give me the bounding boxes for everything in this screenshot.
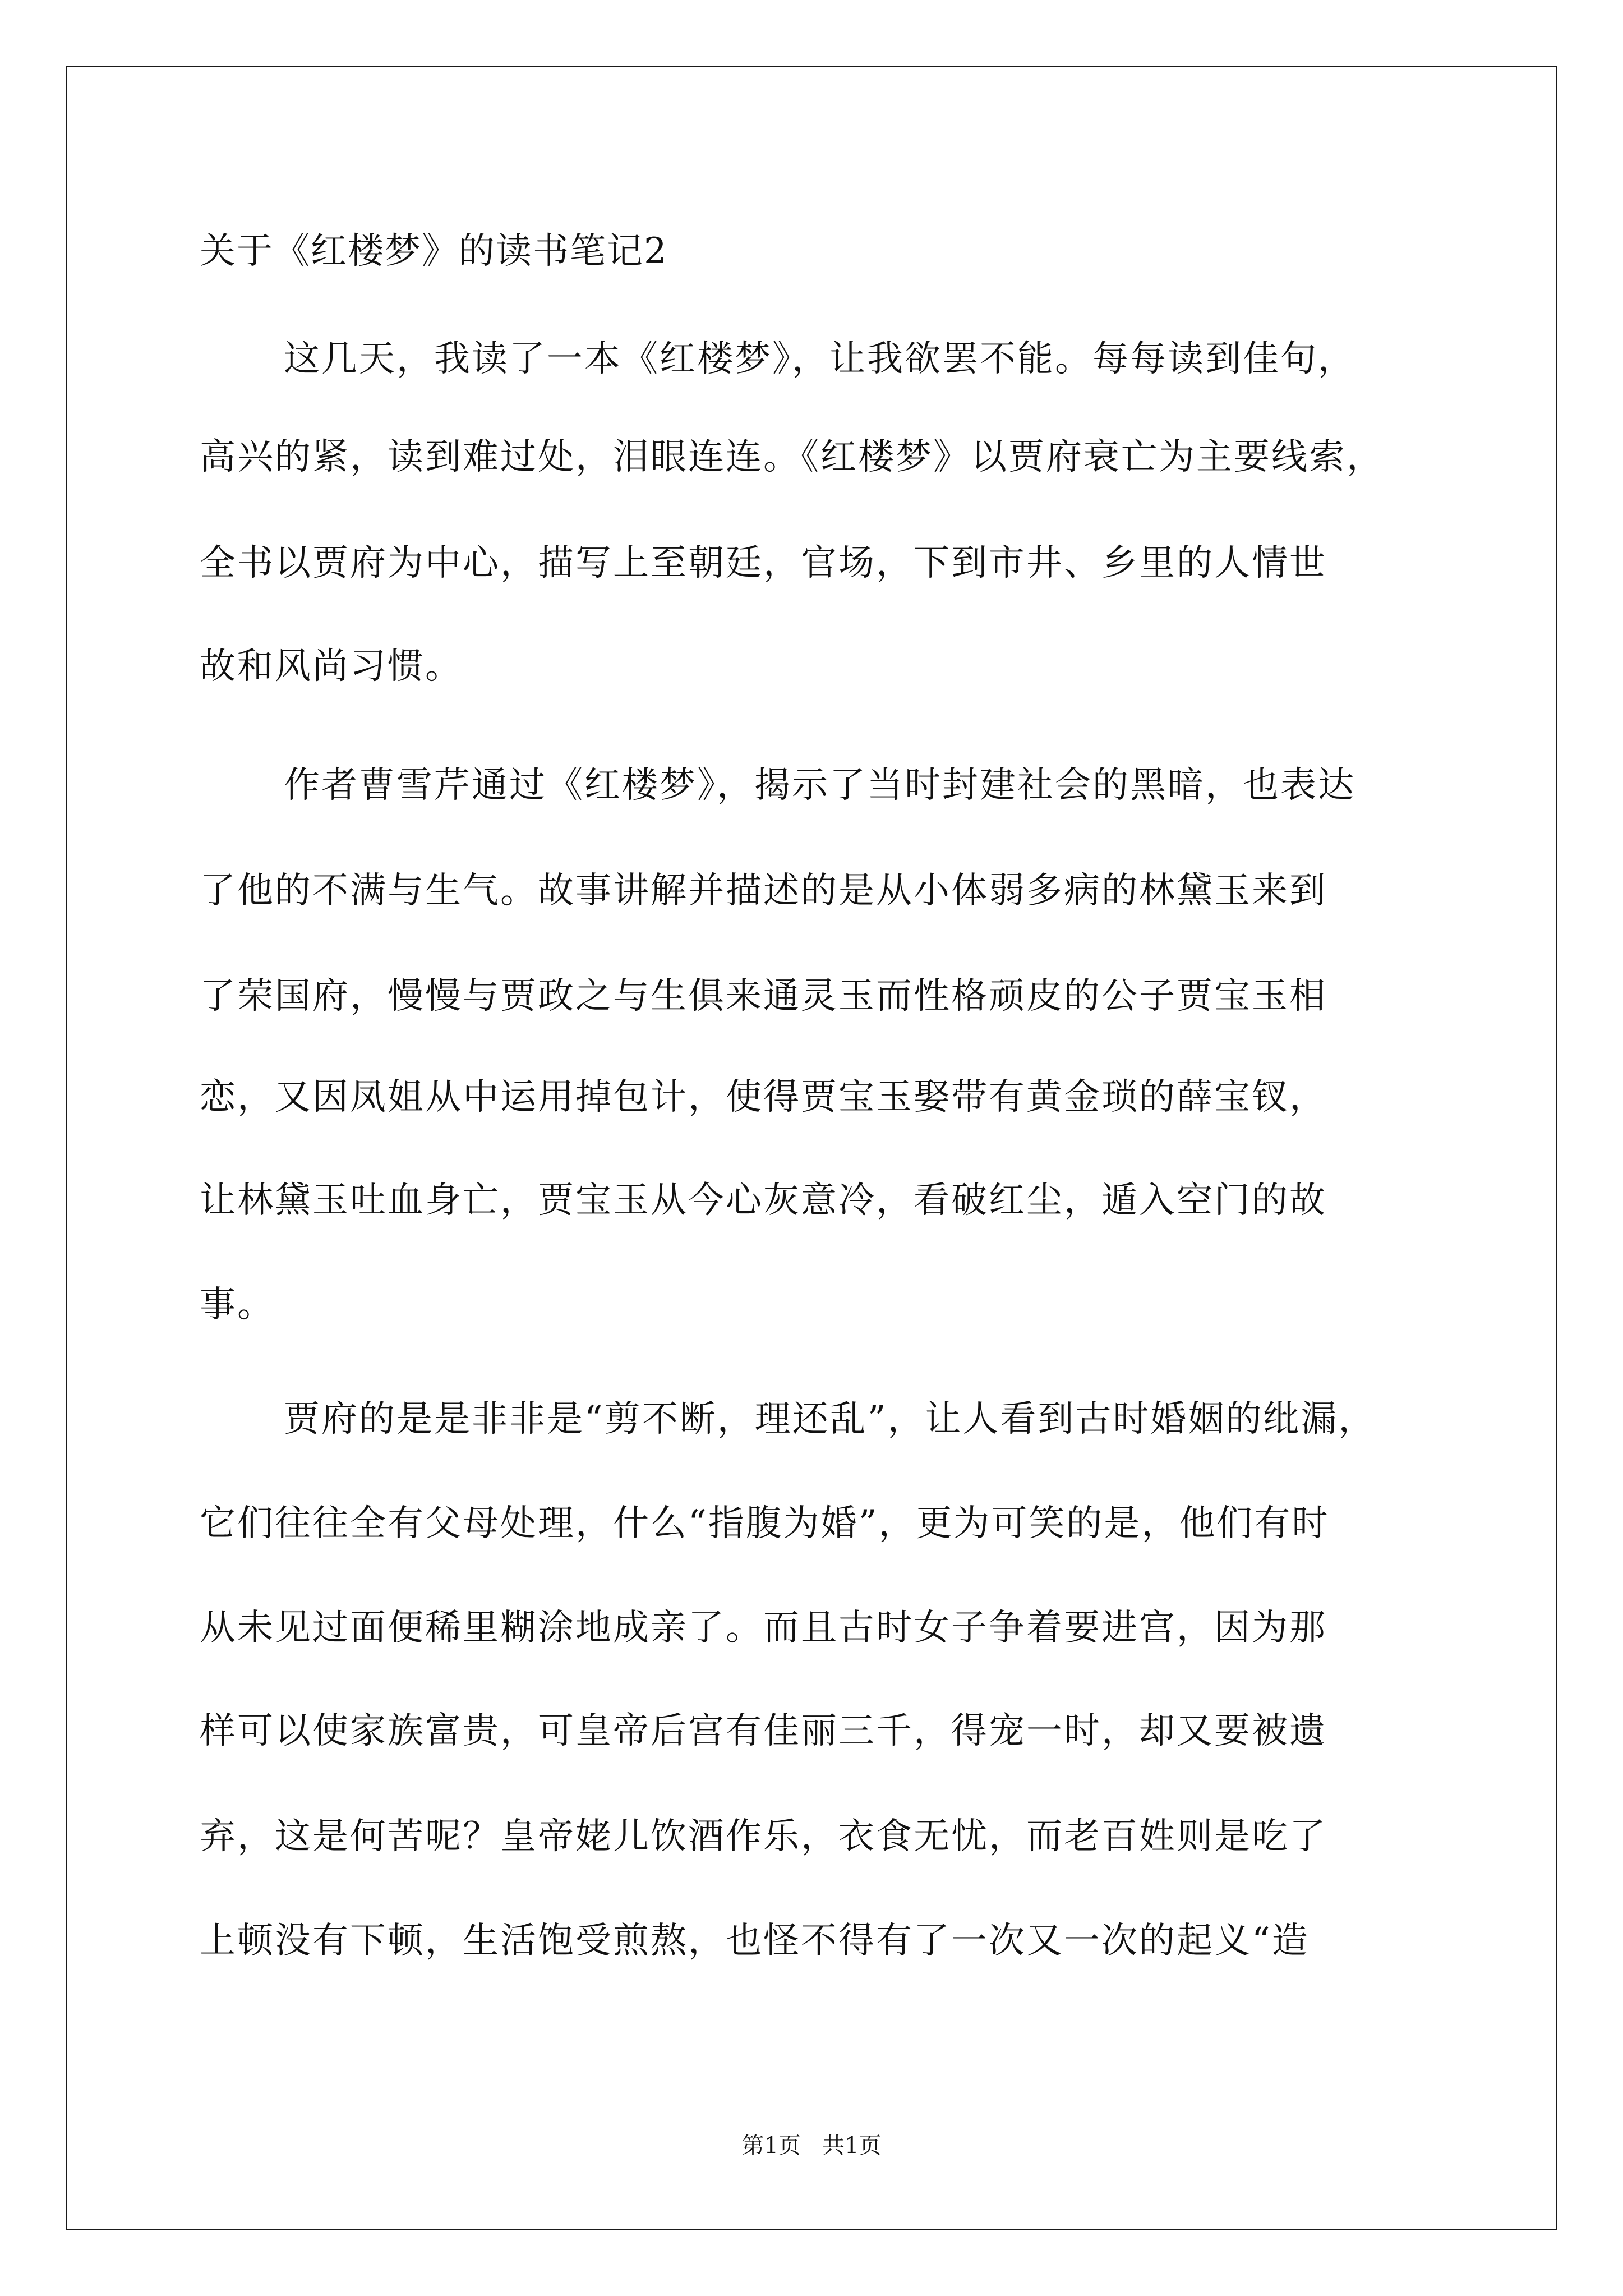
page-border — [66, 66, 1557, 2230]
paragraph-3-line-2: 它们往往全有父母处理，什么“指腹为婚”，更为可笑的是，他们有时 — [200, 1503, 1330, 1544]
paragraph-2-line-3: 了荣国府，慢慢与贾政之与生俱来通灵玉而性格顽皮的公子贾宝玉相 — [200, 976, 1327, 1017]
paragraph-3-line-3: 从未见过面便稀里糊涂地成亲了。而且古时女子争着要进宫，因为那 — [200, 1607, 1327, 1649]
paragraph-1-line-2: 高兴的紧，读到难过处，泪眼连连。《红楼梦》以贾府衰亡为主要线索， — [200, 436, 1384, 478]
paragraph-2-line-2: 了他的不满与生气。故事讲解并描述的是从小体弱多病的林黛玉来到 — [200, 870, 1327, 912]
paragraph-3-line-6: 上顿没有下顿，生活饱受煎熬，也怪不得有了一次又一次的起义“造 — [200, 1920, 1310, 1962]
paragraph-2-line-4: 恋，又因凤姐从中运用掉包计，使得贾宝玉娶带有黄金琐的薛宝钗， — [200, 1076, 1327, 1118]
paragraph-2-line-6: 事。 — [200, 1284, 275, 1326]
paragraph-3-line-5: 弃，这是何苦呢？皇帝姥儿饮酒作乐，衣食无忧，而老百姓则是吃了 — [200, 1816, 1327, 1857]
paragraph-2-line-5: 让林黛玉吐血身亡，贾宝玉从今心灰意冷，看破红尘，遁入空门的故 — [200, 1180, 1327, 1221]
paragraph-3-line-4: 样可以使家族富贵，可皇帝后宫有佳丽三千，得宠一时，却又要被遗 — [200, 1710, 1327, 1752]
paragraph-1-line-3: 全书以贾府为中心，描写上至朝廷，官场，下到市井、乡里的人情世 — [200, 542, 1327, 584]
document-title: 关于《红楼梦》的读书笔记2 — [200, 231, 668, 272]
paragraph-1-line-1: 这几天，我读了一本《红楼梦》，让我欲罢不能。每每读到佳句， — [284, 338, 1355, 380]
paragraph-3-line-1: 贾府的是是非非是“剪不断，理还乱”，让人看到古时婚姻的纰漏， — [284, 1398, 1376, 1440]
paragraph-2-line-1: 作者曹雪芹通过《红楼梦》，揭示了当时封建社会的黑暗，也表达 — [284, 765, 1355, 806]
paragraph-1-line-4: 故和风尚习惯。 — [200, 646, 463, 687]
page-number-footer: 第1页 共1页 — [741, 2133, 882, 2159]
